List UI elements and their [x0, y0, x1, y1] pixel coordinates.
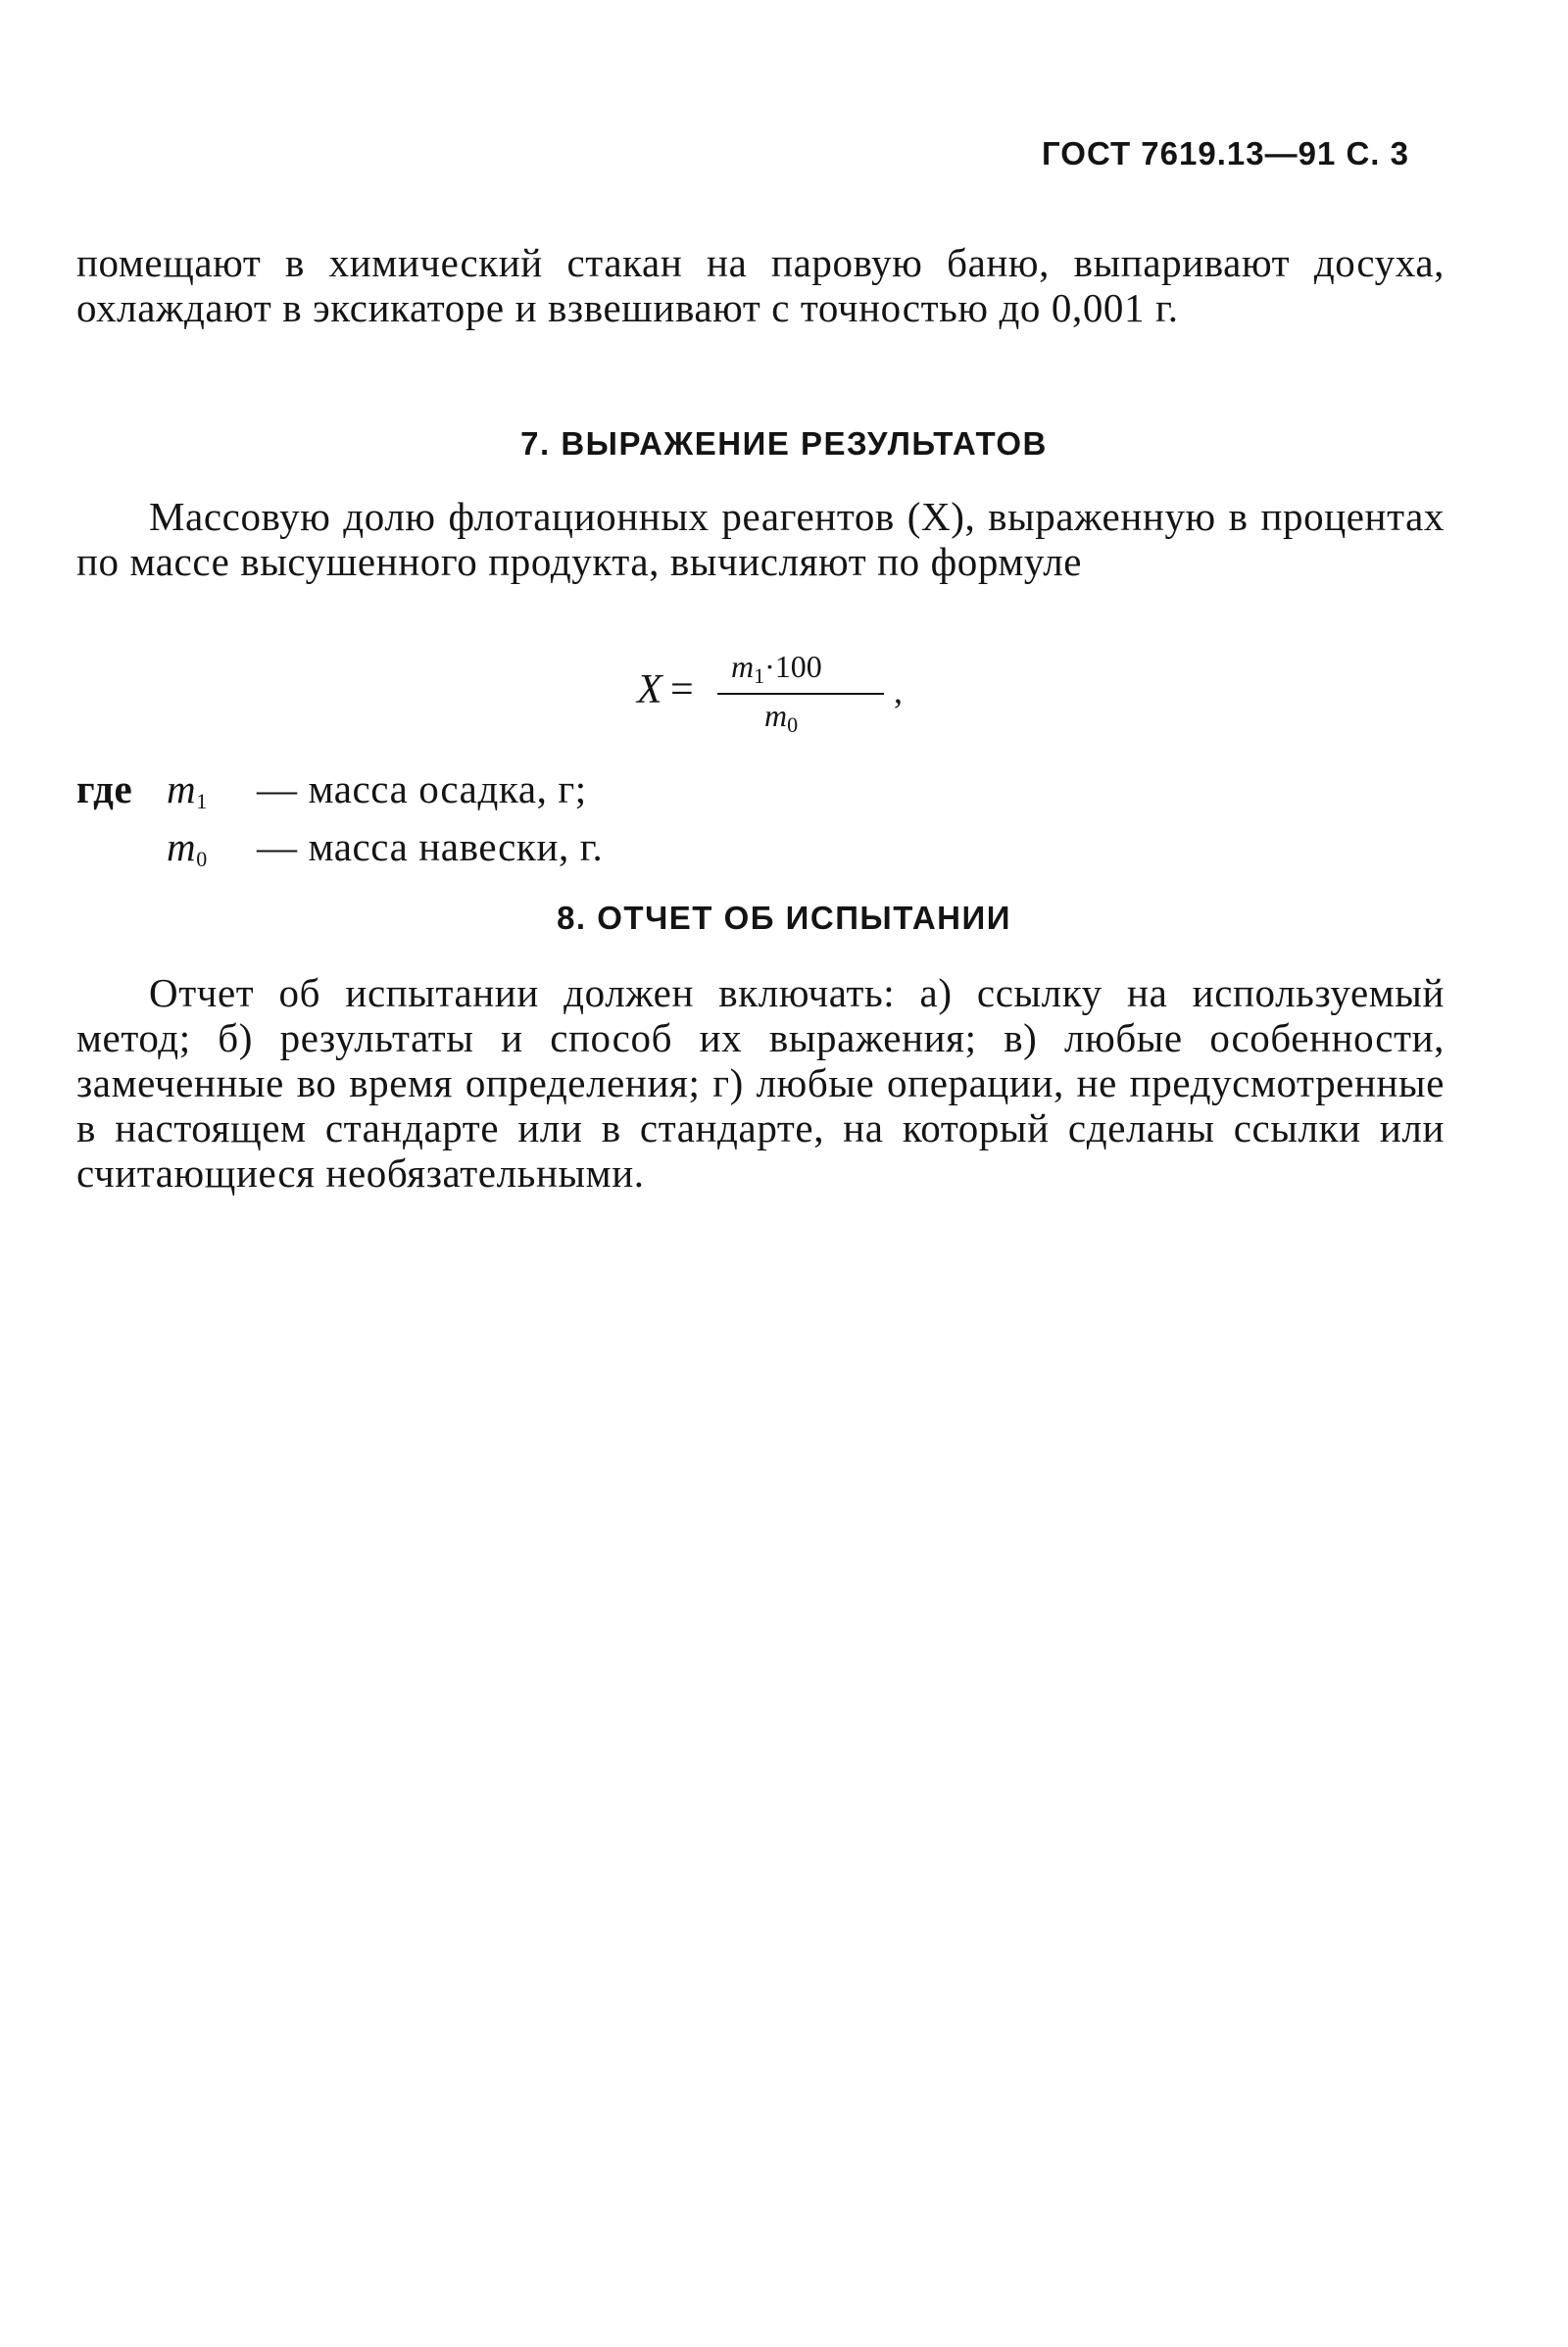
where-desc-1: — масса осадка, г;	[257, 766, 587, 811]
where-desc-2: — масса навески, г.	[257, 824, 604, 869]
formula	[637, 649, 931, 753]
formula-equals: =	[670, 667, 694, 712]
section-7-heading: 7. ВЫРАЖЕНИЕ РЕЗУЛЬТАТОВ	[520, 425, 1048, 462]
numerator-var: m	[731, 649, 755, 684]
where-symbol-1: $m_1$	[167, 766, 208, 813]
intro-paragraph: помещают в химический стакан на паровую баню, выпаривают досуха, охлаждают в эксикаторе и взвешивают с точностью до 0,001 г.	[76, 240, 1445, 330]
numerator-rest: ·100	[764, 649, 822, 684]
formula-lhs: X	[637, 667, 662, 712]
where-block	[76, 766, 958, 882]
formula-denominator	[764, 698, 798, 738]
fraction-bar	[717, 693, 884, 695]
where-symbol-2: $m_0$	[167, 824, 208, 871]
where-label: где	[76, 766, 133, 811]
denominator-sub: 0	[787, 712, 799, 737]
numerator-sub: 1	[754, 663, 765, 688]
page-header: ГОСТ 7619.13—91 С. 3	[1042, 135, 1409, 171]
formula-numerator	[731, 649, 822, 689]
where-row-2	[76, 824, 958, 882]
where-row-1	[76, 766, 958, 824]
denominator-var: m	[764, 698, 788, 733]
formula-comma: ,	[894, 671, 903, 710]
section-8-heading: 8. ОТЧЕТ ОБ ИСПЫТАНИИ	[557, 900, 1011, 936]
section-7-paragraph: Массовую долю флотационных реагентов (X), выраженную в процентах по массе высушенного продукта, вычисляют по формуле	[76, 494, 1445, 584]
section-8-paragraph: Отчет об испытании должен включать: а) ссылку на используемый метод; б) результаты и способ их выражения; в) любые особенности, замеченные во время определения; г) любые операции, не предусмотренные в настоящем стандарте или в стандарте, на который сделаны ссылки или считающиеся необязательными.	[76, 970, 1445, 1196]
